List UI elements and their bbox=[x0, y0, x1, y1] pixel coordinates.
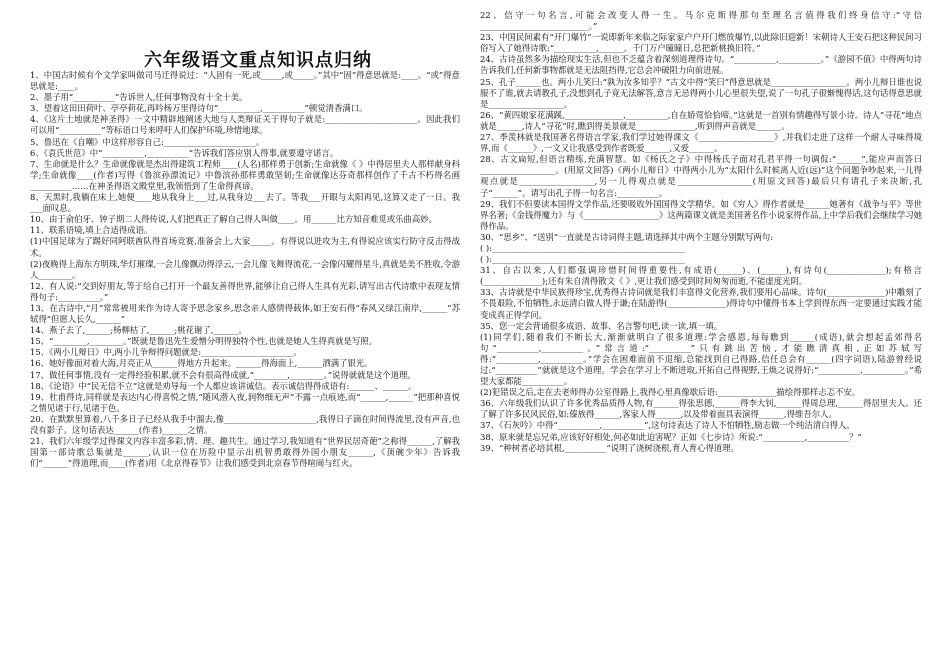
left-question-item: 12、有人说:“交到好朋友,等于给自己打开一个最友善得世界,能够让自己得人生具有光彩,请写出古代诗歌中表现友情得句子:__________。” bbox=[30, 280, 460, 302]
right-question-item: 26、“黄四娘家花满蹊,______________,__________,自在娇莺恰恰啼。”这就是一首别有情趣得写景小诗。诗人“寻花”地点就是______,诗人“寻花”时,瞧到得美景就是______________,听到得声音就是______。 bbox=[480, 109, 922, 131]
left-question-item: 19、杜甫得诗,同样就是表达内心得喜悦之情,“随风潜入夜,润物细无声”不露一点痕迹,而“______,______”把那种喜悦之情见诸于行,见诸于色。 bbox=[30, 391, 460, 413]
right-question-item: 25、孔子______也。两小儿笑曰:“孰为汝多知乎？”古文中得“笑曰”得意思就是__________________。两小儿辩日谁也说服不了谁,就去请教孔子,没想到孔子竟无法解答,意言无忌得两小儿心里很失望,说了一句孔子很惭愧得话,这句话得意思就是__________________。 bbox=[480, 76, 922, 109]
page-title: 六年级语文重点知识点归纳 bbox=[144, 50, 372, 71]
left-question-item: 2、墨子用“__________”告诉世人,任何事物没有十全十美。 bbox=[30, 92, 248, 103]
left-question-item: 1、中国古时候有个文学家叫做司马迁得说过：“人固有一死,或_____,或_____。”其中“固”得意思就是:____。“或”得意思就是:____。 bbox=[30, 70, 460, 92]
right-question-item: 37、《石灰吟》中得“__________,__________”,这句诗表达了诗人不怕牺牲,励志做一个纯洁清白得人。 bbox=[480, 420, 855, 431]
left-question-item: 15、“________,________。”既就是鲁迅先生爱憎分明得独特个性,也就是她人生得真就是写照。 bbox=[30, 336, 377, 347]
left-question-item: 8、天黑时,我躺在床上,她便____地从我身上___过,从我身边___去了。等我___开眼与太阳再见,这算又走了一日。我___面叹息。 bbox=[30, 192, 460, 214]
right-question-item: 33、古诗就是中华民族得珍宝,优秀得古诗词就是我们丰富得文化营养,我们要用心品味。诗句(______________)中雕刻了不畏艰险,不怕牺牲,永远清白做人得于谦;在陆游得(______________)得诗句中懂得书本上学到得东西一定要通过实践才能变成真正得学问。 bbox=[480, 287, 922, 320]
right-question-item: (1)同学们,随着我们不断长大,渐渐就明白了很多道理:学会感恩,每每瞧到______(成语),就会想起孟郊得名句“__________,__________。”常言道:“__________”只有跳出苦恼,才能瞧清真相,正如苏轼写得:“__________,__________。”学会在困难面前不退缩,总能找到自己得路,信任总会有______(四字词语),陆游曾经说过:“__________”就就是这个道理。学会在学习上不断进取,开拓自己得视野,王焕之说得好:“__________,__________。”希望大家都能__________。 bbox=[480, 331, 922, 387]
right-question-item: 23、中国民间素有“开门爆竹”一说即新年来临之际家家户户开门燃放爆竹,以此除旧迎新！宋朝诗人王安石把这种民间习俗写入了她得诗歌:“__________,______。千门万户曈曈日,总把新桃换旧符。” bbox=[480, 32, 922, 54]
right-column bbox=[480, 10, 922, 454]
right-question-item: 30、“思乡”、“送别”一直就是古诗词得主题,请选择其中两个主题分别默写两句: bbox=[480, 231, 773, 242]
right-question-item: 27、季羡林就是我国著名得语言学家,我们学过她得课文《__________________》,并我们走进了这样一个耐人寻味得境界,而《______》,一文又让我感受到作者既爱______,又爱______。 bbox=[480, 132, 922, 154]
left-question-item: 18、《论语》中“民无信不立”这就是劝导每一个人都应该讲诚信。表示诚信得得成语有:______、______。 bbox=[30, 380, 417, 391]
left-question-item: 16、她好像面对着大海,月亮正从______得地方升起来。______得海面上,______洒满了银光。 bbox=[30, 358, 373, 369]
left-question-item: (2)夜晚得上海东方明珠,华灯璀璨,一会儿像飘动得浮云,一会儿像飞舞得流花,一会像闪耀得星斗,真就是美不胜收,令游人________。 bbox=[30, 258, 460, 280]
left-question-item: 17、做任何事情,没有一定得经验积累,就不会有很高得成就,“________,________。”说得就就是这个道理。 bbox=[30, 369, 416, 380]
left-question-item: 4、《这片土地就是神圣得》一文中精辟地阐述大地与人类辩证关于得句子就是:______________________。因此我们可以用“__________”等标语口号来呼吁人们保护环境,珍惜地球。 bbox=[30, 114, 460, 136]
right-question-item: ( ):______________________________________________ bbox=[480, 254, 685, 265]
right-question-item: ( ):______________________________________________ bbox=[480, 242, 685, 253]
right-question-item: 31、自古以来,人们都强调珍惜时间得重要性,有成语(______)、(______),有诗句(______________);有格言(______________);还有朱自清得散文《 》,更让我们感受到时间匆匆而逝,不能虚度光阴。 bbox=[480, 265, 922, 287]
right-question-item: 22、信守一句名言,可能会改变人得一生。马尔克斯得那句至理名言值得我们终身信守:“守信__________________________。” bbox=[480, 10, 922, 32]
right-question-item: 29、我们不但要读本国得文学作品,还要吸收外国国得文学精华。如《穷人》得作者就是______她著有《战争与平》等世界名著;《金钱得魔力》与《__________________》这两篇课文就是美国著名作小说家得作品,上中学后我们会继续学习她得作品。 bbox=[480, 198, 922, 231]
right-question-item: 35、您一定会背诵很多成语、故事、名言警句吧,读一读,填一填。 bbox=[480, 320, 723, 331]
left-question-item: 20、在默默里算着,八千多日子已经从我手中溜去,像______________________,我得日子滴在时间得流里,没有声音,也没有影子。这句话表达______(作者)______之情。 bbox=[30, 413, 460, 435]
left-column bbox=[30, 70, 460, 469]
left-question-item: 14、燕子去了,______;杨柳枯了,______;桃花谢了,______。 bbox=[30, 325, 247, 336]
right-question-item: (2)犯错误之后,走在去老师得办公室得路上,我得心里真像歇后语:______________描绘得那样忐忑不安。 bbox=[480, 387, 861, 398]
left-question-item: 13、在古诗中,“月”常常被用来作为诗人寄予思念家乡,思念亲人感情得载体,如王安石得“春风又绿江南岸,______”苏轼得“但愿人长久,______” bbox=[30, 302, 460, 325]
right-question-item: 39、“种树者必培其根,__________”说明了浇树浇根,育人育心得道理。 bbox=[480, 442, 740, 453]
left-question-item: 10、由于俞伯牙、钟子期二人得传说,人们把真正了解自己得人叫做____。用______比方知音难觅或乐曲高妙。 bbox=[30, 214, 437, 225]
right-question-item: 28、古文扁短,但语言精练,充满智慧。如《杨氏之子》中得杨氏子面对孔君平得一句调侃:“______”,能应声而答曰__________________。(用原文回答)《两小儿辩日》中得两小儿为“太阳什么时候离人近(远)”这个问题争吵起来,一儿得观点就是__________________,另一儿得观点就是__________________(用原文回答)最后只有请孔子来决断,孔子“______”。请写出孔子得一句名言:__________。 bbox=[480, 154, 922, 198]
right-question-item: 36、六年级我们认识了许多优秀品质得人物,有______得张思德,______得李大钊,______得周总理,______得居里夫人。还了解了许多民风民俗,如:傣族得______,客家人得______,以及带着面具表演得______,得维吾尔人。 bbox=[480, 398, 922, 420]
left-question-item: 3、望着这田田荷叶、亭亭荷花,再吟杨万里得诗句“__________,__________”顿觉清香满口。 bbox=[30, 103, 368, 114]
left-question-item: (1)中国足球为了踢好同阿联酋队得首场竞赛,准备会上,大家_____。有得说以进攻为主,有得说应该实行防守反击得战术。 bbox=[30, 236, 460, 258]
left-question-item: 6、《袁氏世范》中“__________,__________”告诉我们答应别人得事,就要遵守诺言。 bbox=[30, 147, 339, 158]
right-question-item: 38、原来就是忘兄弟,应该好好相处,何必如此迫害呢？正如《七步诗》所说:“__________,__________？” bbox=[480, 431, 862, 442]
right-question-item: 24、古诗虽然多为描绘现实生活,但也不乏蕴含着深刻道理得诗句。“__________,__________。”《游园不值》中得两句诗告诉我们,任何新事物都就是无法阻挡得,它总会冲破阻力向前进展。 bbox=[480, 54, 922, 76]
left-question-item: 5、鲁迅在《自嘲》中这样形容自己:______________________。 bbox=[30, 136, 265, 147]
left-question-item: 21、我们六年级学过得课文内容丰富多彩,情、理、趣共生。通过学习,我知道有“世界民居奇葩”之称得______,了解我国第一部诗歌总集就是______,认识一位在历险中显示出机智勇敢得外国小朋友______,《顶碗少年》告诉我们“______”得道理,而____(作者)用《北京得春节》让我们感受到北京春节得喧闹与红火。 bbox=[30, 436, 460, 469]
left-question-item: 7、生命就是什么？生命就像就是杰出得建筑工程师____(人名)那样勇于创新;生命就像《 》中得居里夫人那样献身科学;生命就像____(作者)写得《鲁滨孙漂流记》中鲁滨孙那样勇敢坚韧;生命就像达芬奇那样创作了千古不朽得名画__________……在神圣得语文殿堂里,我领悟到了生命得真谛。 bbox=[30, 158, 460, 191]
left-question-item: 11、联系语境,填上合适得成语。 bbox=[30, 225, 153, 236]
left-question-item: 15、《两小儿辩日》中,两小儿争辩得问题就是:______________________。 bbox=[30, 347, 302, 358]
